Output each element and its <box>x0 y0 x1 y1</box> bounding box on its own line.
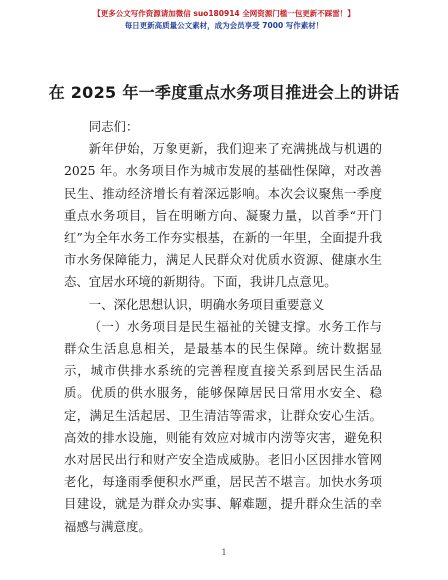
document-body <box>64 116 382 538</box>
document-title: 在 2025 年一季度重点水务项目推进会上的讲话 <box>48 83 400 102</box>
salutation: 同志们： <box>88 119 139 134</box>
promo-banner-line-1: 【更多公文写作资源请加微信 suo180914 全网资源门槛一包更新不踩雷！】 <box>93 9 355 18</box>
promo-banner-line-2: 每日更新高质量公文素材，成为会员享受 7000 写作素材！ <box>124 21 324 30</box>
paragraph-intro: 新年伊始，万象更新，我们迎来了充满挑战与机遇的 2025 年。水务项目作为城市发展的基础性保障，对改善民生、推动经济增长有着深远影响。本次会议聚焦一季度重点水务项目，旨在明晰方向、凝聚力量，以首季“开门红”为全年水务工作夯实根基，在新的一年里，全面提升我市水务保障能力，满足人民群众对优质水资源、健康水生态、宜居水环境的新期待。下面，我讲几点意见。 <box>64 141 382 290</box>
paragraph-section-1: （一）水务项目是民生福祉的关键支撑。水务工作与群众生活息息相关，是最基本的民生保障。统计数据显示，城市供排水系统的完善程度直接关系到居民生活品质。优质的供水服务，能够保障居民日常用水安全、稳定，满足生活起居、卫生清洁等需求，让群众安心生活。高效的排水设施，则能有效应对城市内涝等灾害，避免积水对居民出行和财产安全造成威胁。老旧小区因排水管网老化，每逢雨季便积水严重，居民苦不堪言。加快水务项目建设，就是为群众办实事、解难题，提升群众生活的幸福感与满意度。 <box>64 318 382 534</box>
page-number: 1 <box>221 548 227 557</box>
section-heading: 一、深化思想认识，明确水务项目重要意义 <box>88 296 325 312</box>
